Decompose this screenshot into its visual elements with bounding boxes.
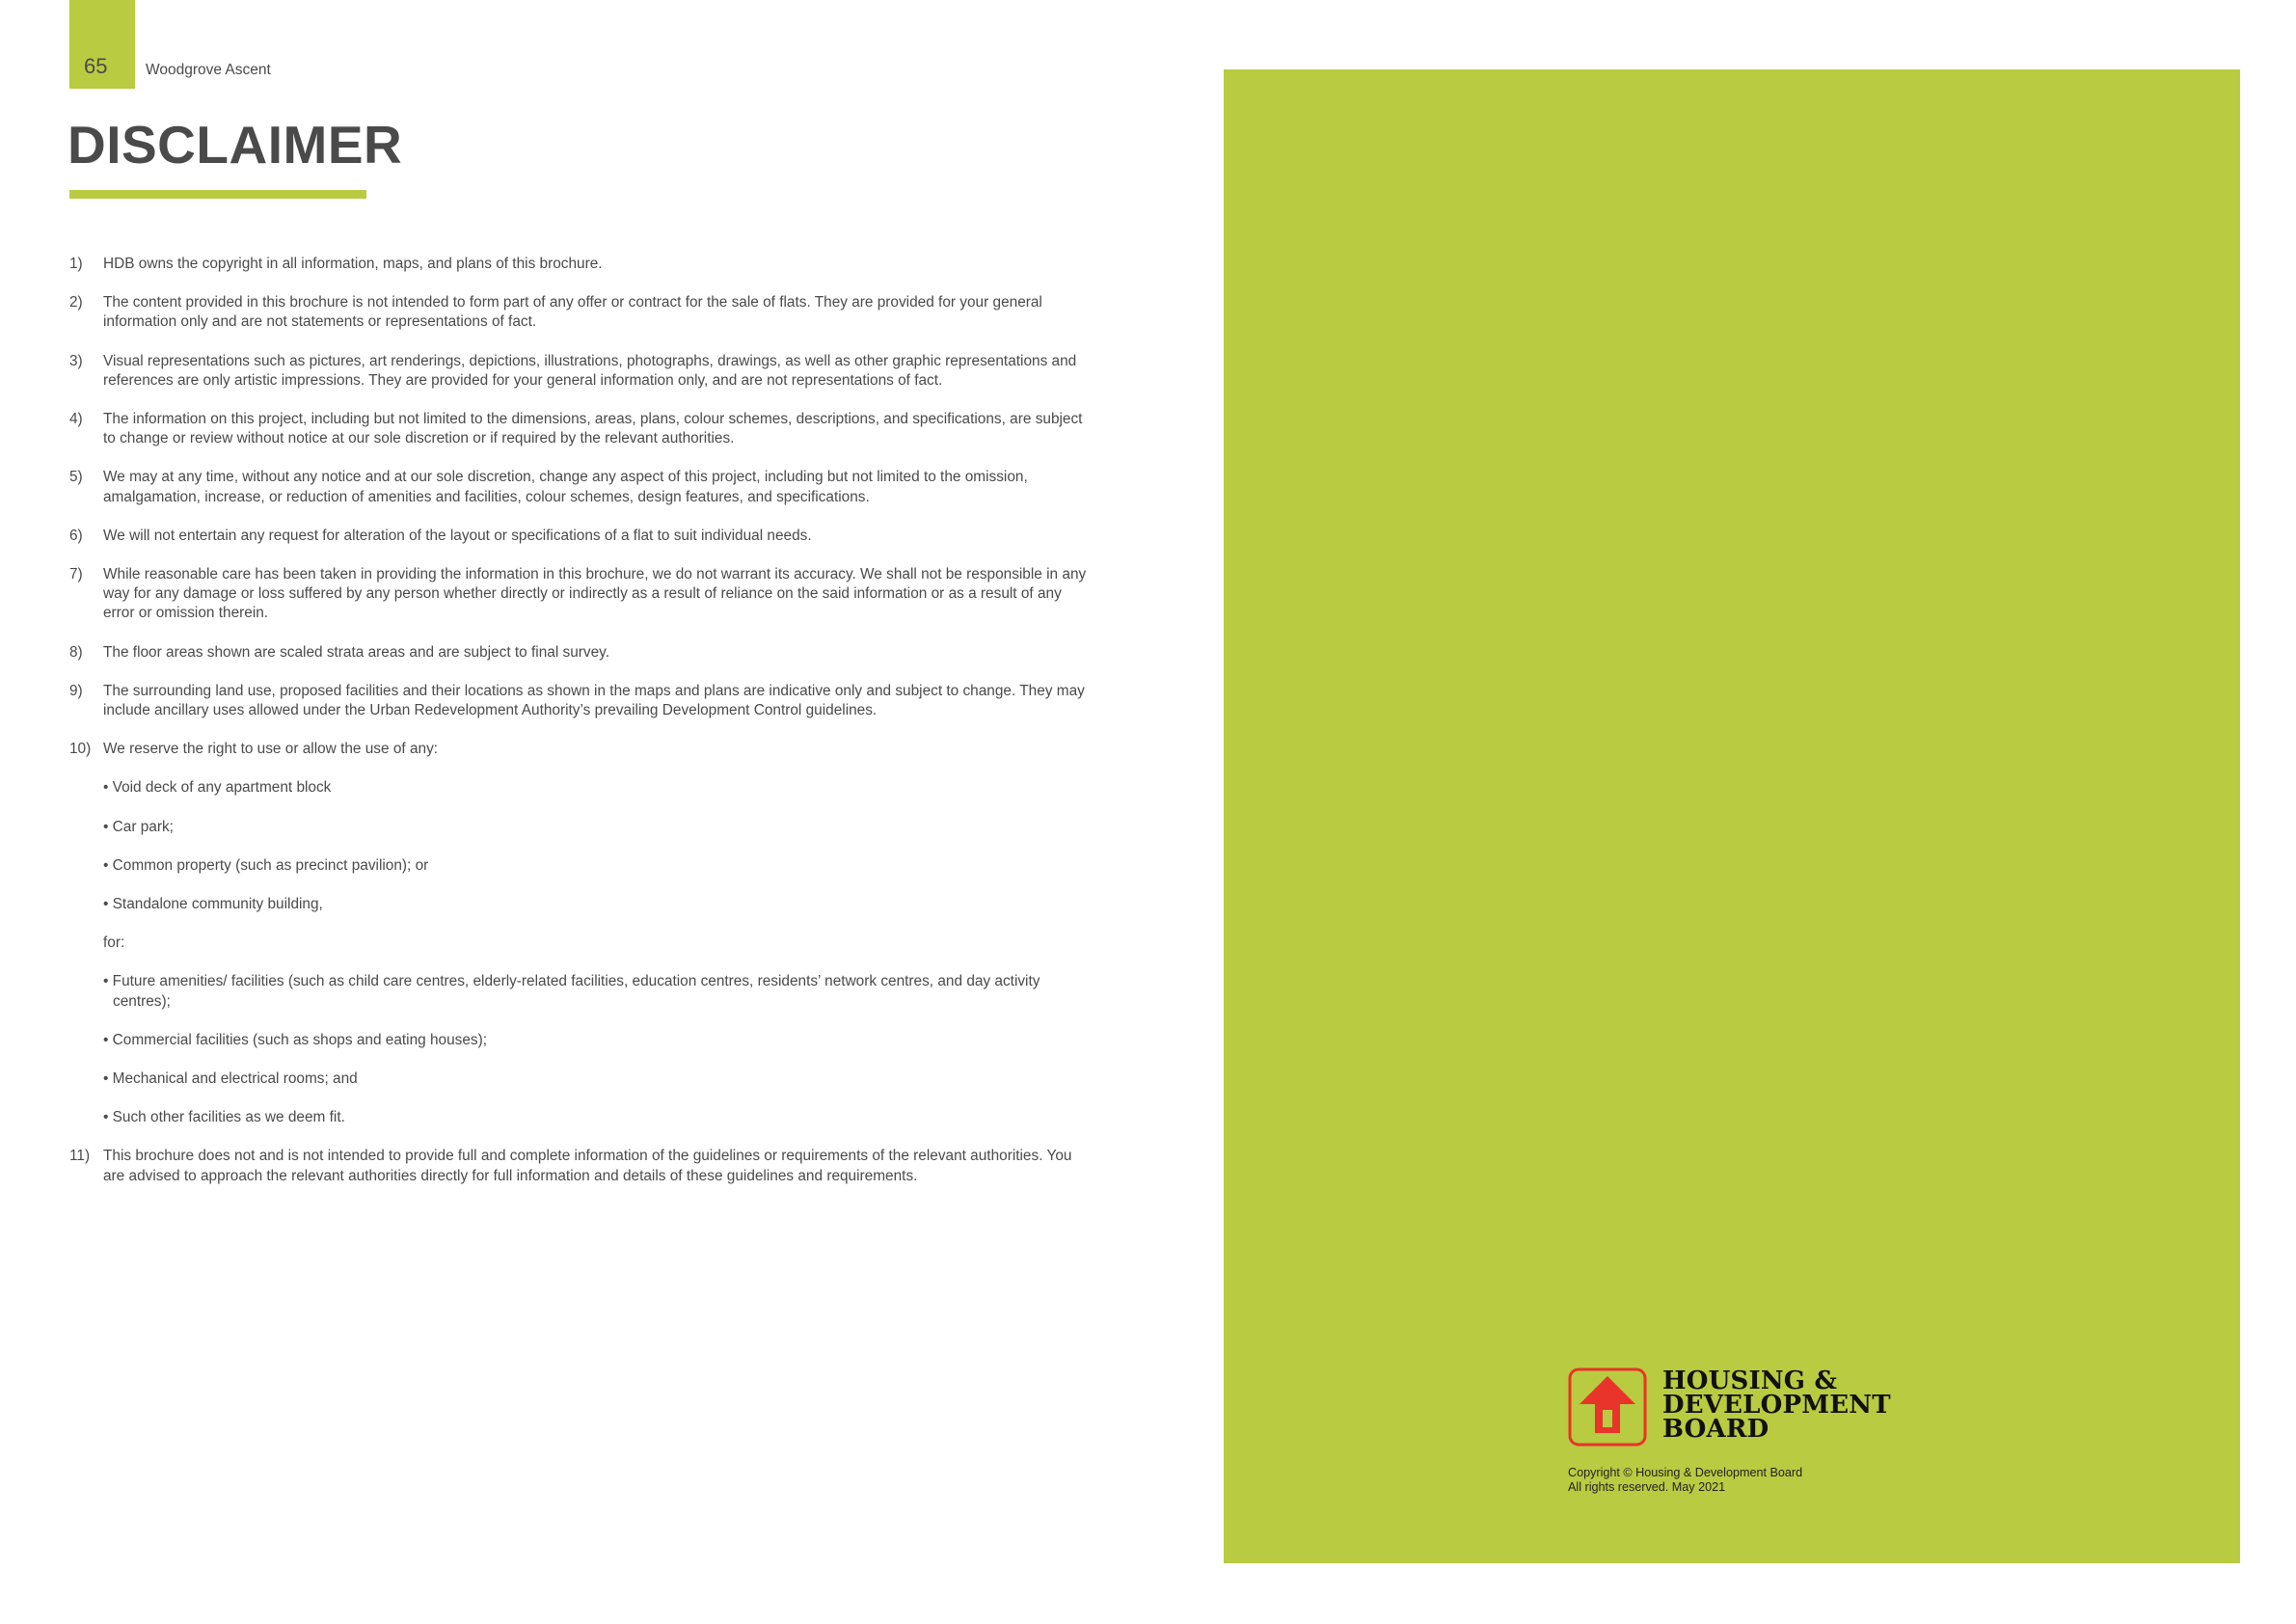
sub-item: • Future amenities/ facilities (such as child care centres, elderly-related facilities, education centres, residents’ network centres, and day activity centres); xyxy=(103,973,1040,1010)
copyright-line: All rights reserved. May 2021 xyxy=(1568,1480,1726,1494)
item-number: 9) xyxy=(69,682,83,699)
item-text: This brochure does not and is not intended to provide full and complete information of the guidelines or requirements of the relevant authorities. You are advised to approach the relevant authorities directly for full information and details of these guidelines and requirements. xyxy=(103,1148,1072,1184)
sub-item: • Car park; xyxy=(103,818,174,835)
item-number: 11) xyxy=(69,1148,91,1165)
sub-item-for: for: xyxy=(103,934,125,952)
item-text: The information on this project, including but not limited to the dimensions, areas, plans, colour schemes, descriptions, and specifications, are subject to change or review without notice at our sole discretion or if required by the relevant authorities. xyxy=(103,411,1083,447)
sub-item: • Commercial facilities (such as shops and eating houses); xyxy=(103,1031,488,1048)
item-text: The floor areas shown are scaled strata areas and are subject to final survey. xyxy=(103,643,609,661)
disclaimer-list xyxy=(69,255,1092,1205)
sub-item: • Such other facilities as we deem fit. xyxy=(103,1109,345,1126)
item-text: HDB owns the copyright in all information, maps, and plans of this brochure. xyxy=(103,256,603,272)
sub-item: • Common property (such as precinct pavilion); or xyxy=(103,856,429,874)
list-item xyxy=(69,255,1092,274)
item-number: 8) xyxy=(69,643,83,661)
sub-item: • Void deck of any apartment block xyxy=(103,779,332,797)
page-number: 65 xyxy=(84,54,108,78)
item-number: 10) xyxy=(69,741,92,758)
hdb-logo-icon xyxy=(1568,1367,1647,1447)
item-number: 7) xyxy=(69,566,83,583)
copyright-notice xyxy=(1568,1466,1802,1495)
item-text: We will not entertain any request for alteration of the layout or specifications of a flat to suit individual needs. xyxy=(103,527,812,544)
list-item xyxy=(69,410,1092,448)
logo-line: BOARD xyxy=(1662,1415,1769,1444)
green-back-panel xyxy=(1224,69,2240,1563)
item-text: We may at any time, without any notice and at our sole discretion, change any aspect of this project, including but not limited to the omission, amalgamation, increase, or reduction of amenities and facilities, colour schemes, design features, and specifications. xyxy=(103,469,1028,505)
list-item xyxy=(69,643,1092,663)
page-title: DISCLAIMER xyxy=(68,115,403,175)
item-text: The surrounding land use, proposed facilities and their locations as shown in the maps and plans are indicative only and subject to change. They may include ancillary uses allowed under the Urban Redevelopment Authority’s prevailing Development Control guidelines. xyxy=(103,682,1085,719)
item-text: The content provided in this brochure is not intended to form part of any offer or contract for the sale of flats. They are provided for your general information only and are not statements or representations of fact. xyxy=(103,294,1042,331)
sub-item: • Standalone community building, xyxy=(103,896,323,913)
item-number: 2) xyxy=(69,294,83,311)
list-item xyxy=(69,565,1092,624)
item-number: 6) xyxy=(69,527,83,544)
hdb-logo-wordmark xyxy=(1662,1369,1891,1442)
logo-line: DEVELOPMENT xyxy=(1662,1391,1891,1420)
list-item xyxy=(69,293,1092,332)
sub-item: • Mechanical and electrical rooms; and xyxy=(103,1070,358,1088)
item-text: Visual representations such as pictures, art renderings, depictions, illustrations, photographs, drawings, as well as other graphic representations and references are only artistic impressions. They are provided for your general information only, and are not representations of fact. xyxy=(103,352,1077,389)
list-item xyxy=(69,740,1092,1127)
item-number: 1) xyxy=(69,256,83,272)
list-item xyxy=(69,682,1092,720)
list-item xyxy=(69,352,1092,391)
logo-line: HOUSING & xyxy=(1662,1367,1838,1395)
copyright-line: Copyright © Housing & Development Board xyxy=(1568,1466,1803,1479)
list-item xyxy=(69,527,1092,546)
title-underline xyxy=(69,190,366,199)
item-text: While reasonable care has been taken in providing the information in this brochure, we do not warrant its accuracy. We shall not be responsible in any way for any damage or loss suffered by any person whether directly or indirectly as a result of reliance on the said information or as a result of any error or omission therein. xyxy=(103,566,1087,622)
item-text: We reserve the right to use or allow the use of any: xyxy=(103,741,439,758)
project-name: Woodgrove Ascent xyxy=(146,62,271,78)
list-item xyxy=(69,1147,1092,1185)
list-item xyxy=(69,468,1092,506)
item-number: 4) xyxy=(69,411,83,428)
item-number: 3) xyxy=(69,352,83,369)
item-number: 5) xyxy=(69,469,83,486)
